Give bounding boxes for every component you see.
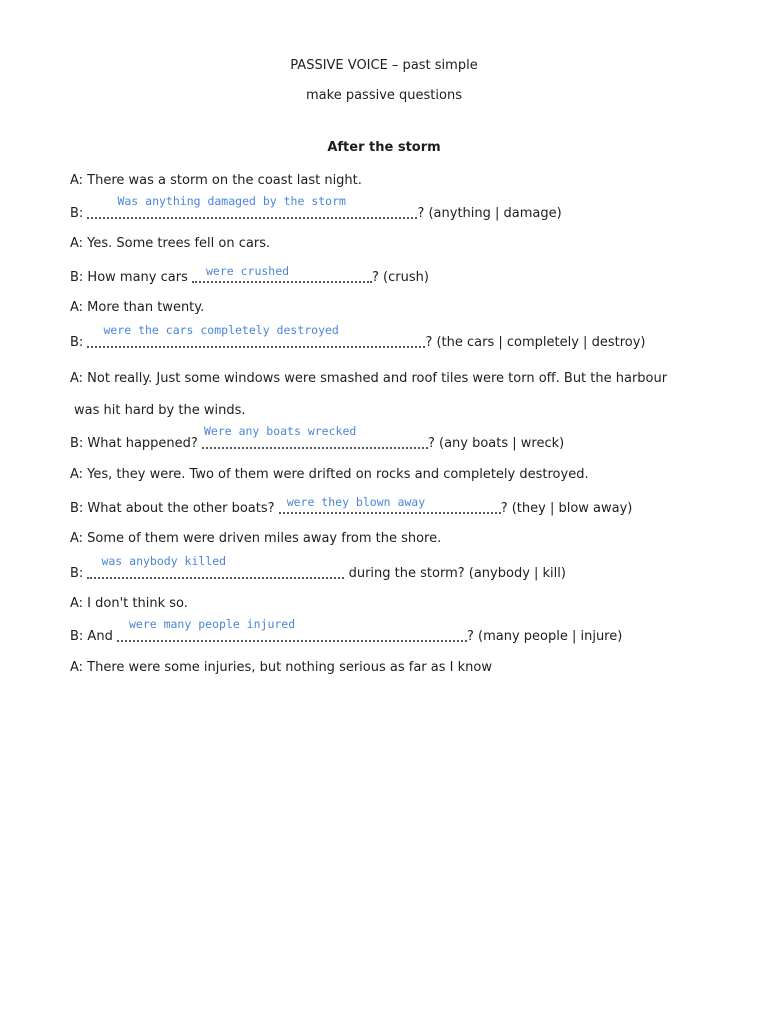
- answer-field[interactable]: [202, 424, 428, 447]
- worksheet-subtitle: make passive questions: [306, 88, 462, 103]
- dotted-blank: [87, 217, 417, 219]
- prompt-hint: ? (anything | damage): [417, 206, 562, 221]
- worksheet-title: PASSIVE VOICE – past simple: [290, 58, 478, 73]
- prompt-hint: ? (any boats | wreck): [427, 436, 565, 451]
- dialogue-line: A: Not really. Just some windows were smashed and roof tiles were torn off. But the harbour: [70, 371, 668, 386]
- speaker-label: B:: [70, 335, 84, 350]
- dialogue-line: A: There was a storm on the coast last night.: [70, 173, 362, 188]
- prompt-hint: ? (the cars | completely | destroy): [425, 335, 646, 350]
- answer-text: Were any boats wrecked: [203, 424, 357, 438]
- prompt-hint: ? (many people | injure): [466, 629, 623, 644]
- dotted-blank: [87, 577, 344, 579]
- answer-text: were many people injured: [128, 617, 296, 631]
- answer-field[interactable]: [192, 264, 372, 281]
- dotted-blank: [117, 640, 467, 642]
- question-prefix: B: How many cars: [70, 270, 188, 285]
- dialogue-line: A: Yes, they were. Two of them were drifted on rocks and completely destroyed.: [70, 467, 589, 482]
- dialogue-line: A: There were some injuries, but nothing serious as far as I know: [70, 660, 492, 675]
- question-prefix: B: What happened?: [70, 436, 198, 451]
- answer-text: was anybody killed: [101, 554, 227, 568]
- section-heading: After the storm: [327, 140, 441, 155]
- question-line: [70, 554, 566, 583]
- dialogue-line: A: I don't think so.: [70, 596, 188, 611]
- question-line: [70, 617, 623, 646]
- question-prefix: B: What about the other boats?: [70, 501, 275, 516]
- answer-field[interactable]: [117, 617, 467, 640]
- answer-text: were crushed: [206, 264, 290, 278]
- question-line: [70, 323, 646, 352]
- prompt-hint: ? (they | blow away): [500, 501, 633, 516]
- answer-text: were they blown away: [286, 495, 426, 509]
- prompt-hint: during the storm? (anybody | kill): [348, 566, 566, 581]
- answer-field[interactable]: [87, 194, 417, 217]
- speaker-label: B:: [70, 566, 84, 581]
- answer-field[interactable]: [87, 554, 344, 577]
- dotted-blank: [87, 346, 425, 348]
- dotted-blank: [202, 447, 428, 449]
- answer-field[interactable]: [279, 495, 501, 512]
- speaker-label: B:: [70, 206, 84, 221]
- dialogue-line: A: Some of them were driven miles away from the shore.: [70, 531, 442, 546]
- answer-field[interactable]: [87, 323, 425, 346]
- dotted-blank: [279, 512, 501, 514]
- dialogue-line: was hit hard by the winds.: [74, 403, 246, 418]
- dotted-blank: [192, 281, 372, 283]
- question-line: [70, 424, 565, 453]
- question-line: [70, 495, 633, 518]
- prompt-hint: ? (crush): [372, 270, 429, 285]
- answer-text: Was anything damaged by the storm: [117, 194, 346, 208]
- question-line: [70, 194, 562, 223]
- answer-text: were the cars completely destroyed: [103, 323, 339, 337]
- question-prefix: B: And: [70, 629, 113, 644]
- question-line: [70, 264, 429, 287]
- dialogue-line: A: Yes. Some trees fell on cars.: [70, 236, 271, 251]
- dialogue-line: A: More than twenty.: [70, 300, 205, 315]
